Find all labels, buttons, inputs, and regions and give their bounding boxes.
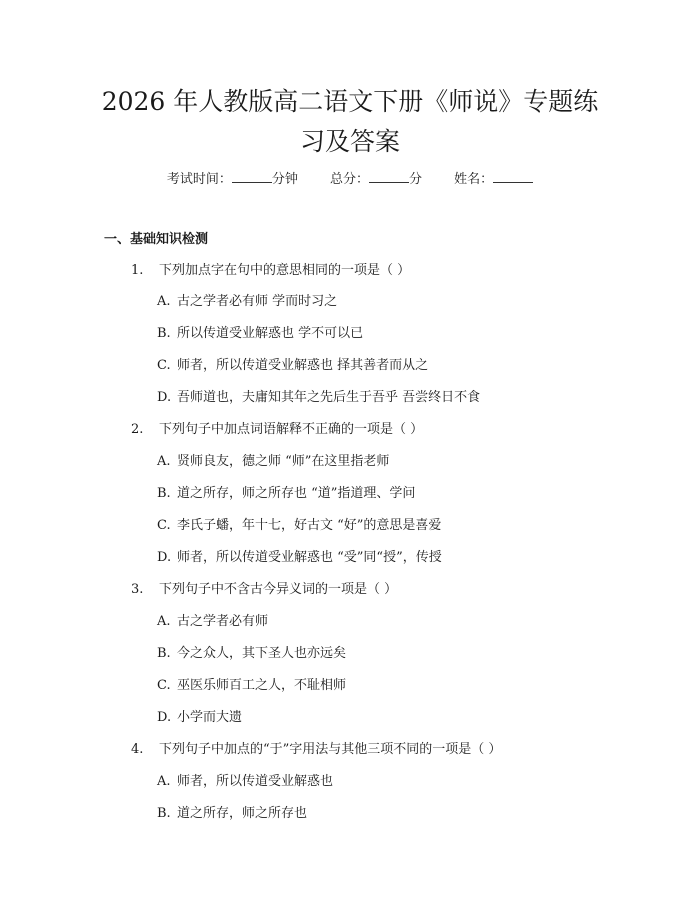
question-2	[131, 421, 423, 439]
option-text: 今之众人，其下圣人也亦远矣	[177, 646, 347, 661]
option-text: 李氏子蟠，年十七，好古文 “好”的意思是喜爱	[177, 518, 442, 533]
total-score-blank	[369, 170, 409, 183]
option-text: 师者，所以传道受业解惑也 择其善者而从之	[177, 358, 429, 373]
question-3	[131, 581, 397, 599]
title-line-1: 2026 年人教版高二语文下册《师说》专题练	[101, 87, 599, 116]
option-text: 古之学者必有师 学而时习之	[177, 294, 338, 309]
exam-time-label: 考试时间：	[166, 172, 232, 187]
option-text: 巫医乐师百工之人，不耻相师	[177, 678, 347, 693]
exam-time-blank	[232, 170, 272, 183]
option-letter: B.	[157, 646, 171, 661]
option-3c	[157, 677, 346, 695]
option-2c	[157, 517, 441, 535]
question-text: 下列句子中加点的“于”字用法与其他三项不同的一项是（ ）	[159, 742, 502, 757]
option-text: 贤师良友，德之师 “师”在这里指老师	[177, 454, 390, 469]
option-2b	[157, 485, 415, 503]
exam-time-unit: 分钟	[271, 172, 298, 187]
question-number: 3.	[131, 582, 144, 597]
option-text: 师者，所以传道受业解惑也 “受”同“授”，传授	[177, 550, 442, 565]
option-1a	[157, 293, 337, 311]
option-letter: D.	[157, 550, 172, 565]
option-letter: C.	[157, 358, 171, 373]
question-number: 1.	[131, 263, 144, 278]
option-letter: C.	[157, 678, 171, 693]
question-text: 下列句子中不含古今异义词的一项是（ ）	[159, 582, 398, 597]
option-text: 吾师道也，夫庸知其年之先后生于吾乎 吾尝终日不食	[177, 390, 481, 405]
question-number: 4.	[131, 742, 144, 757]
option-text: 道之所存，师之所存也	[177, 806, 308, 821]
option-3a	[157, 613, 268, 631]
option-letter: B.	[157, 486, 171, 501]
option-letter: B.	[157, 806, 171, 821]
student-name-blank	[493, 170, 533, 183]
title-line-2: 习及答案	[299, 127, 400, 156]
option-4b	[157, 805, 307, 823]
student-name	[454, 170, 533, 189]
question-text: 下列句子中加点词语解释不正确的一项是（ ）	[159, 422, 424, 437]
option-letter: A.	[157, 614, 171, 629]
option-letter: D.	[157, 390, 172, 405]
question-4	[131, 741, 501, 759]
option-letter: B.	[157, 326, 171, 341]
option-letter: D.	[157, 710, 172, 725]
exam-info-line	[0, 170, 700, 189]
option-3d	[157, 709, 242, 727]
option-1b	[157, 325, 363, 343]
option-text: 师者，所以传道受业解惑也	[177, 774, 334, 789]
option-4a	[157, 773, 333, 791]
question-1	[131, 262, 410, 280]
section-title: 一、基础知识检测	[104, 232, 209, 247]
option-letter: A.	[157, 774, 171, 789]
option-2d	[157, 549, 442, 567]
option-letter: A.	[157, 454, 171, 469]
question-number: 2.	[131, 422, 144, 437]
total-score-label: 总分：	[329, 172, 369, 187]
question-text: 下列加点字在句中的意思相同的一项是（ ）	[159, 263, 411, 278]
student-name-label: 姓名：	[454, 172, 494, 187]
total-score	[330, 170, 422, 189]
option-letter: C.	[157, 518, 171, 533]
option-text: 小学而大遗	[177, 710, 243, 725]
exam-time	[167, 170, 298, 189]
option-3b	[157, 645, 346, 663]
option-2a	[157, 453, 389, 471]
total-score-unit: 分	[409, 172, 423, 187]
option-text: 古之学者必有师	[177, 614, 269, 629]
document-title	[90, 82, 610, 162]
option-letter: A.	[157, 294, 171, 309]
option-text: 道之所存，师之所存也 “道”指道理、学问	[177, 486, 416, 501]
option-1d	[157, 389, 480, 407]
option-text: 所以传道受业解惑也 学不可以已	[177, 326, 364, 341]
option-1c	[157, 357, 428, 375]
